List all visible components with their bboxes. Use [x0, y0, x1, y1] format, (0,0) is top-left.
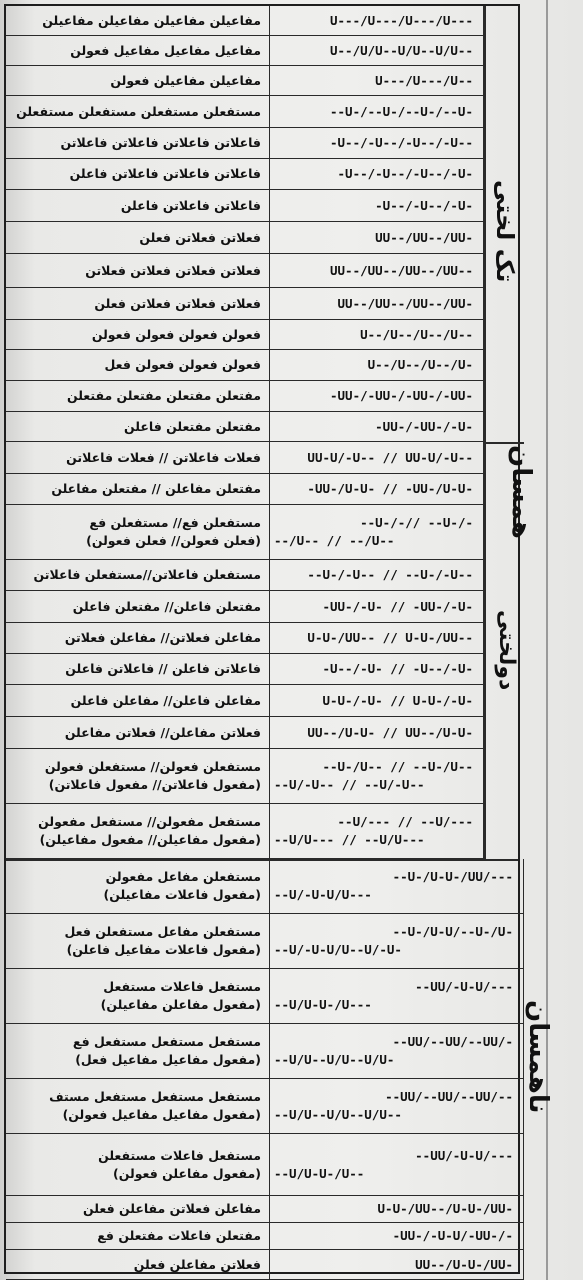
meter-row [6, 804, 484, 859]
meter-row [6, 96, 484, 128]
meter-name-text: (فعلن فعولن// فعلن فعولن) [86, 533, 261, 548]
meter-pattern-cell [270, 66, 484, 95]
meter-row [6, 350, 484, 381]
meter-name-text: فاعلاتن فاعلن // فاعلاتن فاعلن [65, 661, 261, 676]
meter-name-text: مفاعلن فعلاتن مفاعلن فعلن [83, 1201, 261, 1216]
meter-name-text: (مفعول فاعلات مفاعیل فاعلن) [66, 942, 261, 957]
meter-row [6, 1024, 524, 1079]
meter-pattern-cell [270, 474, 484, 504]
meter-name-cell [6, 1134, 270, 1195]
meter-pattern-cell [270, 1024, 524, 1078]
meter-pattern-text: --UU/-U-U/--- [415, 979, 513, 994]
meter-pattern-cell [270, 412, 484, 441]
meter-pattern-text: U-U-/UU-- // U-U-/UU-- [307, 630, 473, 645]
meter-name-cell [6, 442, 270, 473]
meter-row [6, 6, 484, 36]
meter-name-text: فاعلاتن فاعلاتن فاعلاتن فاعلاتن [60, 135, 261, 150]
subgroup-label-tak: تک لختی [491, 180, 519, 283]
meter-pattern-text: -UU-/-UU-/-U- [375, 418, 473, 434]
meter-pattern-text: --U-/U-U/--U-/U- [392, 924, 513, 939]
meter-name-text: مستفعلن مفاعل مفعولن [105, 869, 261, 884]
meter-name-text: مستفعلن مفاعل مستفعلن فعل [64, 924, 261, 939]
meter-pattern-text: U--/U--/U--/U- [367, 357, 473, 372]
meter-pattern-text: UU--/U-U-/UU- [415, 1256, 513, 1272]
meter-row [6, 66, 484, 96]
meter-pattern-text: U--/U/U--U/U--U/U-- [330, 42, 473, 58]
meter-row [6, 859, 524, 914]
meter-name-cell [6, 1079, 270, 1133]
meter-pattern-text: -UU-/U-U- // -UU-/U-U- [307, 481, 473, 496]
meter-row [6, 190, 484, 222]
meter-row [6, 505, 484, 560]
meter-row [6, 623, 484, 654]
meter-pattern-cell [270, 442, 484, 473]
meter-name-cell [6, 623, 270, 653]
meter-name-text: مفتعلن مفتعلن مفتعلن مفتعلن [66, 388, 261, 403]
meter-name-text: (مفعول مفاعلن فعولن) [113, 1165, 261, 1181]
meter-name-cell [6, 96, 270, 127]
subgroup-right-border [484, 6, 486, 859]
meter-row [6, 288, 484, 320]
meter-name-cell [6, 1250, 270, 1279]
meter-name-text: مستفعل فاعلات مستفعل [103, 979, 261, 994]
meter-row [6, 412, 484, 442]
meter-pattern-cell [270, 128, 484, 158]
meter-row [6, 1134, 524, 1196]
meter-pattern-cell [270, 717, 484, 748]
meter-pattern-text: --U-/--U-/--U-/--U- [330, 103, 473, 119]
meter-name-text: مستفعلن فاعلاتن//مستفعلن فاعلاتن [33, 567, 261, 582]
meter-row [6, 1196, 524, 1223]
meter-name-cell [6, 66, 270, 95]
meter-pattern-text: U--/U--/U--/U-- [360, 326, 473, 342]
meter-pattern-cell [270, 1134, 524, 1195]
meter-row [6, 749, 484, 804]
meter-pattern-text: --UU/--UU/--UU/- [392, 1034, 513, 1049]
meter-name-cell [6, 36, 270, 65]
meter-name-cell [6, 560, 270, 590]
meter-name-cell [6, 969, 270, 1023]
meter-pattern-cell [270, 623, 484, 653]
meter-pattern-cell [270, 320, 484, 349]
meter-name-text: مستفعلن مستفعلن مستفعلن مستفعلن [16, 103, 261, 119]
meter-pattern-cell [270, 6, 484, 35]
meter-name-text: مستفعل مستفعل مستفعل فع [72, 1034, 261, 1049]
meter-name-text: (مفعول فاعلات مفاعیلن) [103, 887, 261, 902]
meter-pattern-text: --U/--- // --U/--- [337, 814, 473, 829]
meter-row [6, 654, 484, 685]
meter-name-cell [6, 190, 270, 221]
meter-pattern-text: U-U-/-U- // U-U-/-U- [322, 692, 473, 708]
meter-name-text: فعلاتن فعلاتن فعلاتن فعلاتن [85, 262, 261, 278]
meter-pattern-text: UU--/UU--/UU--/UU- [337, 295, 473, 311]
meter-name-cell [6, 288, 270, 319]
meter-name-text: فعلاتن فعلاتن فعلن [139, 229, 261, 245]
meter-pattern-cell [270, 591, 484, 622]
meter-name-text: مستفعلن فع// مستفعلن فع [89, 515, 261, 530]
meter-pattern-cell [270, 36, 484, 65]
meter-pattern-cell [270, 222, 484, 253]
meter-pattern-text: -U--/-U--/-U--/-U-- [330, 135, 473, 150]
meter-pattern-text: U-U-/UU--/U-U-/UU- [377, 1201, 513, 1216]
meter-name-cell [6, 1196, 270, 1222]
meter-pattern-text: --U-/U-U-/UU/--- [392, 869, 513, 884]
meter-name-cell [6, 914, 270, 968]
meter-pattern-text: --U-/-U-- // --U-/-U-- [307, 567, 473, 582]
meter-name-text: (مفعول مفاعیل مفاعیل فعولن) [62, 1107, 261, 1122]
subgroup-split-line [484, 442, 524, 444]
meter-row [6, 560, 484, 591]
meter-name-text: (مفعول مفاعیل مفاعیل فعل) [75, 1052, 261, 1067]
meter-row [6, 128, 484, 159]
meter-name-text: مستفعل فاعلات مستفعلن [98, 1147, 261, 1163]
group-label-hamsan: همسان [506, 445, 536, 539]
meter-name-cell [6, 6, 270, 35]
meter-row [6, 442, 484, 474]
meter-name-cell [6, 654, 270, 684]
meter-pattern-text: --U/U-U-/U--- [274, 997, 372, 1012]
meter-pattern-cell [270, 254, 484, 287]
meter-pattern-cell [270, 859, 524, 913]
meter-pattern-text: --U-/U-- // --U-/U-- [322, 759, 473, 774]
meter-name-text: فعلاتن مفاعلن فعلن [133, 1256, 261, 1272]
meter-name-cell [6, 128, 270, 158]
meter-pattern-cell [270, 288, 484, 319]
meter-pattern-cell [270, 96, 484, 127]
meter-name-text: مستفعل مستفعل مستفعل مستف [49, 1089, 261, 1104]
meter-row [6, 591, 484, 623]
meter-name-cell [6, 320, 270, 349]
meter-name-text: فعولن فعولن فعولن فعل [104, 357, 261, 372]
meter-pattern-text: UU-U/-U-- // UU-U/-U-- [307, 449, 473, 465]
meter-pattern-text: --U/-U-U/U--- [274, 887, 372, 902]
meter-pattern-cell [270, 505, 484, 559]
meter-pattern-cell [270, 804, 484, 858]
meter-pattern-cell [270, 969, 524, 1023]
meter-row [6, 320, 484, 350]
meter-pattern-text: --U/U--U/U--U/U- [274, 1052, 395, 1067]
meter-pattern-text: -U--/-U- // -U--/-U- [322, 661, 473, 676]
meter-pattern-cell [270, 381, 484, 411]
meter-pattern-cell [270, 914, 524, 968]
group-split-line [6, 859, 518, 861]
meter-row [6, 914, 524, 969]
meter-pattern-text: --U/U--- // --U/U--- [274, 832, 425, 847]
meter-name-text: مفاعیل مفاعیل مفاعیل فعولن [70, 42, 261, 58]
meter-name-text: (مفعول مفاعلن مفاعیلن) [100, 997, 261, 1012]
meter-name-cell [6, 350, 270, 380]
meter-pattern-text: --U/-U-U/U--U/-U- [274, 942, 402, 957]
meter-name-text: مفاعیلن مفاعیلن فعولن [110, 72, 261, 88]
meter-name-text: فاعلاتن فاعلاتن فاعلن [120, 197, 261, 213]
meter-name-text: فعلات فاعلاتن // فعلات فاعلاتن [66, 449, 261, 465]
meter-pattern-text: --U/U-U-/U-- [274, 1165, 365, 1181]
meter-name-text: فعلاتن فعلاتن فعلاتن فعلن [94, 295, 261, 311]
meter-name-cell [6, 505, 270, 559]
meter-pattern-text: -UU-/-U- // -UU-/-U- [322, 598, 473, 614]
meter-name-cell [6, 1024, 270, 1078]
meter-pattern-cell [270, 749, 484, 803]
meter-name-cell [6, 222, 270, 253]
meter-name-cell [6, 1223, 270, 1249]
meter-name-text: مفاعلن فاعلن// مفاعلن فاعلن [70, 692, 261, 708]
meter-name-text: (مفعول مفاعیلن// مفعول مفاعیلن) [39, 832, 261, 847]
meter-name-text: مستفعل مفعولن// مستفعل مفعولن [38, 814, 261, 829]
meter-row [6, 222, 484, 254]
meter-row [6, 717, 484, 749]
meter-pattern-text: U---/U---/U---/U--- [330, 12, 473, 28]
meter-pattern-cell [270, 1196, 524, 1222]
meter-name-cell [6, 474, 270, 504]
meter-pattern-text: --UU/--UU/--UU/-- [385, 1089, 513, 1104]
meter-name-text: فعلاتن مفاعلن// فعلاتن مفاعلن [64, 724, 261, 740]
meter-pattern-text: --U-/-// --U-/- [360, 515, 473, 530]
meter-pattern-text: -U--/-U--/-U--/-U- [337, 166, 473, 181]
meter-name-cell [6, 381, 270, 411]
meter-row [6, 1250, 524, 1280]
meter-name-text: مستفعلن فعولن// مستفعلن فعولن [44, 759, 261, 774]
meter-name-text: مفتعلن مفتعلن فاعلن [124, 418, 261, 434]
meter-name-text: مفتعلن فاعلات مفتعلن فع [97, 1228, 261, 1243]
meter-row [6, 36, 484, 66]
meter-pattern-text: -UU-/-UU-/-UU-/-UU- [330, 388, 473, 403]
meter-name-cell [6, 804, 270, 858]
group-label-naham: ناهمسان [523, 1000, 553, 1114]
meter-name-cell [6, 685, 270, 716]
meter-pattern-text: --/U-- // --/U-- [274, 533, 395, 548]
meter-row [6, 474, 484, 505]
meter-name-text: مفتعلن فاعلن// مفتعلن فاعلن [72, 598, 261, 614]
meter-pattern-cell [270, 654, 484, 684]
meter-row [6, 381, 484, 412]
meter-name-cell [6, 749, 270, 803]
meter-name-text: فاعلاتن فاعلاتن فاعلاتن فاعلن [69, 166, 261, 181]
meter-pattern-text: U---/U---/U-- [375, 72, 473, 88]
meter-name-cell [6, 591, 270, 622]
meter-name-text: (مفعول فاعلاتن// مفعول فاعلاتن) [48, 777, 261, 792]
meter-pattern-cell [270, 560, 484, 590]
meter-name-text: مفاعلن فعلاتن// مفاعلن فعلاتن [64, 630, 261, 645]
subgroup-label-do: دولختی [494, 610, 519, 691]
meter-pattern-text: UU--/UU--/UU--/UU-- [330, 262, 473, 278]
meter-pattern-text: --UU/-U-U/--- [415, 1147, 513, 1163]
meter-name-text: فعولن فعولن فعولن فعولن [91, 326, 261, 342]
meter-name-cell [6, 717, 270, 748]
meter-pattern-text: -UU-/-U-U/-UU-/- [392, 1228, 513, 1243]
meter-pattern-text: --U/-U-- // --U/-U-- [274, 777, 425, 792]
meter-name-text: مفاعیلن مفاعیلن مفاعیلن مفاعیلن [42, 12, 261, 28]
meter-pattern-text: -U--/-U--/-U- [375, 197, 473, 213]
meter-name-text: مفتعلن مفاعلن // مفتعلن مفاعلن [51, 481, 261, 496]
meter-row [6, 685, 484, 717]
meter-pattern-cell [270, 685, 484, 716]
meter-pattern-cell [270, 1223, 524, 1249]
meter-pattern-text: --U/U--U/U--U/U-- [274, 1107, 402, 1122]
meter-pattern-cell [270, 1079, 524, 1133]
meter-name-cell [6, 254, 270, 287]
meter-pattern-cell [270, 350, 484, 380]
meter-row [6, 159, 484, 190]
meter-pattern-text: UU--/U-U- // UU--/U-U- [307, 724, 473, 740]
meter-row [6, 254, 484, 288]
meter-row [6, 1079, 524, 1134]
meter-pattern-text: UU--/UU--/UU- [375, 229, 473, 245]
meter-pattern-cell [270, 159, 484, 189]
meter-name-cell [6, 859, 270, 913]
meter-name-cell [6, 412, 270, 441]
meter-table [4, 4, 520, 1274]
meter-pattern-cell [270, 190, 484, 221]
meter-row [6, 1223, 524, 1250]
meter-row [6, 969, 524, 1024]
meter-name-cell [6, 159, 270, 189]
meter-pattern-cell [270, 1250, 524, 1279]
